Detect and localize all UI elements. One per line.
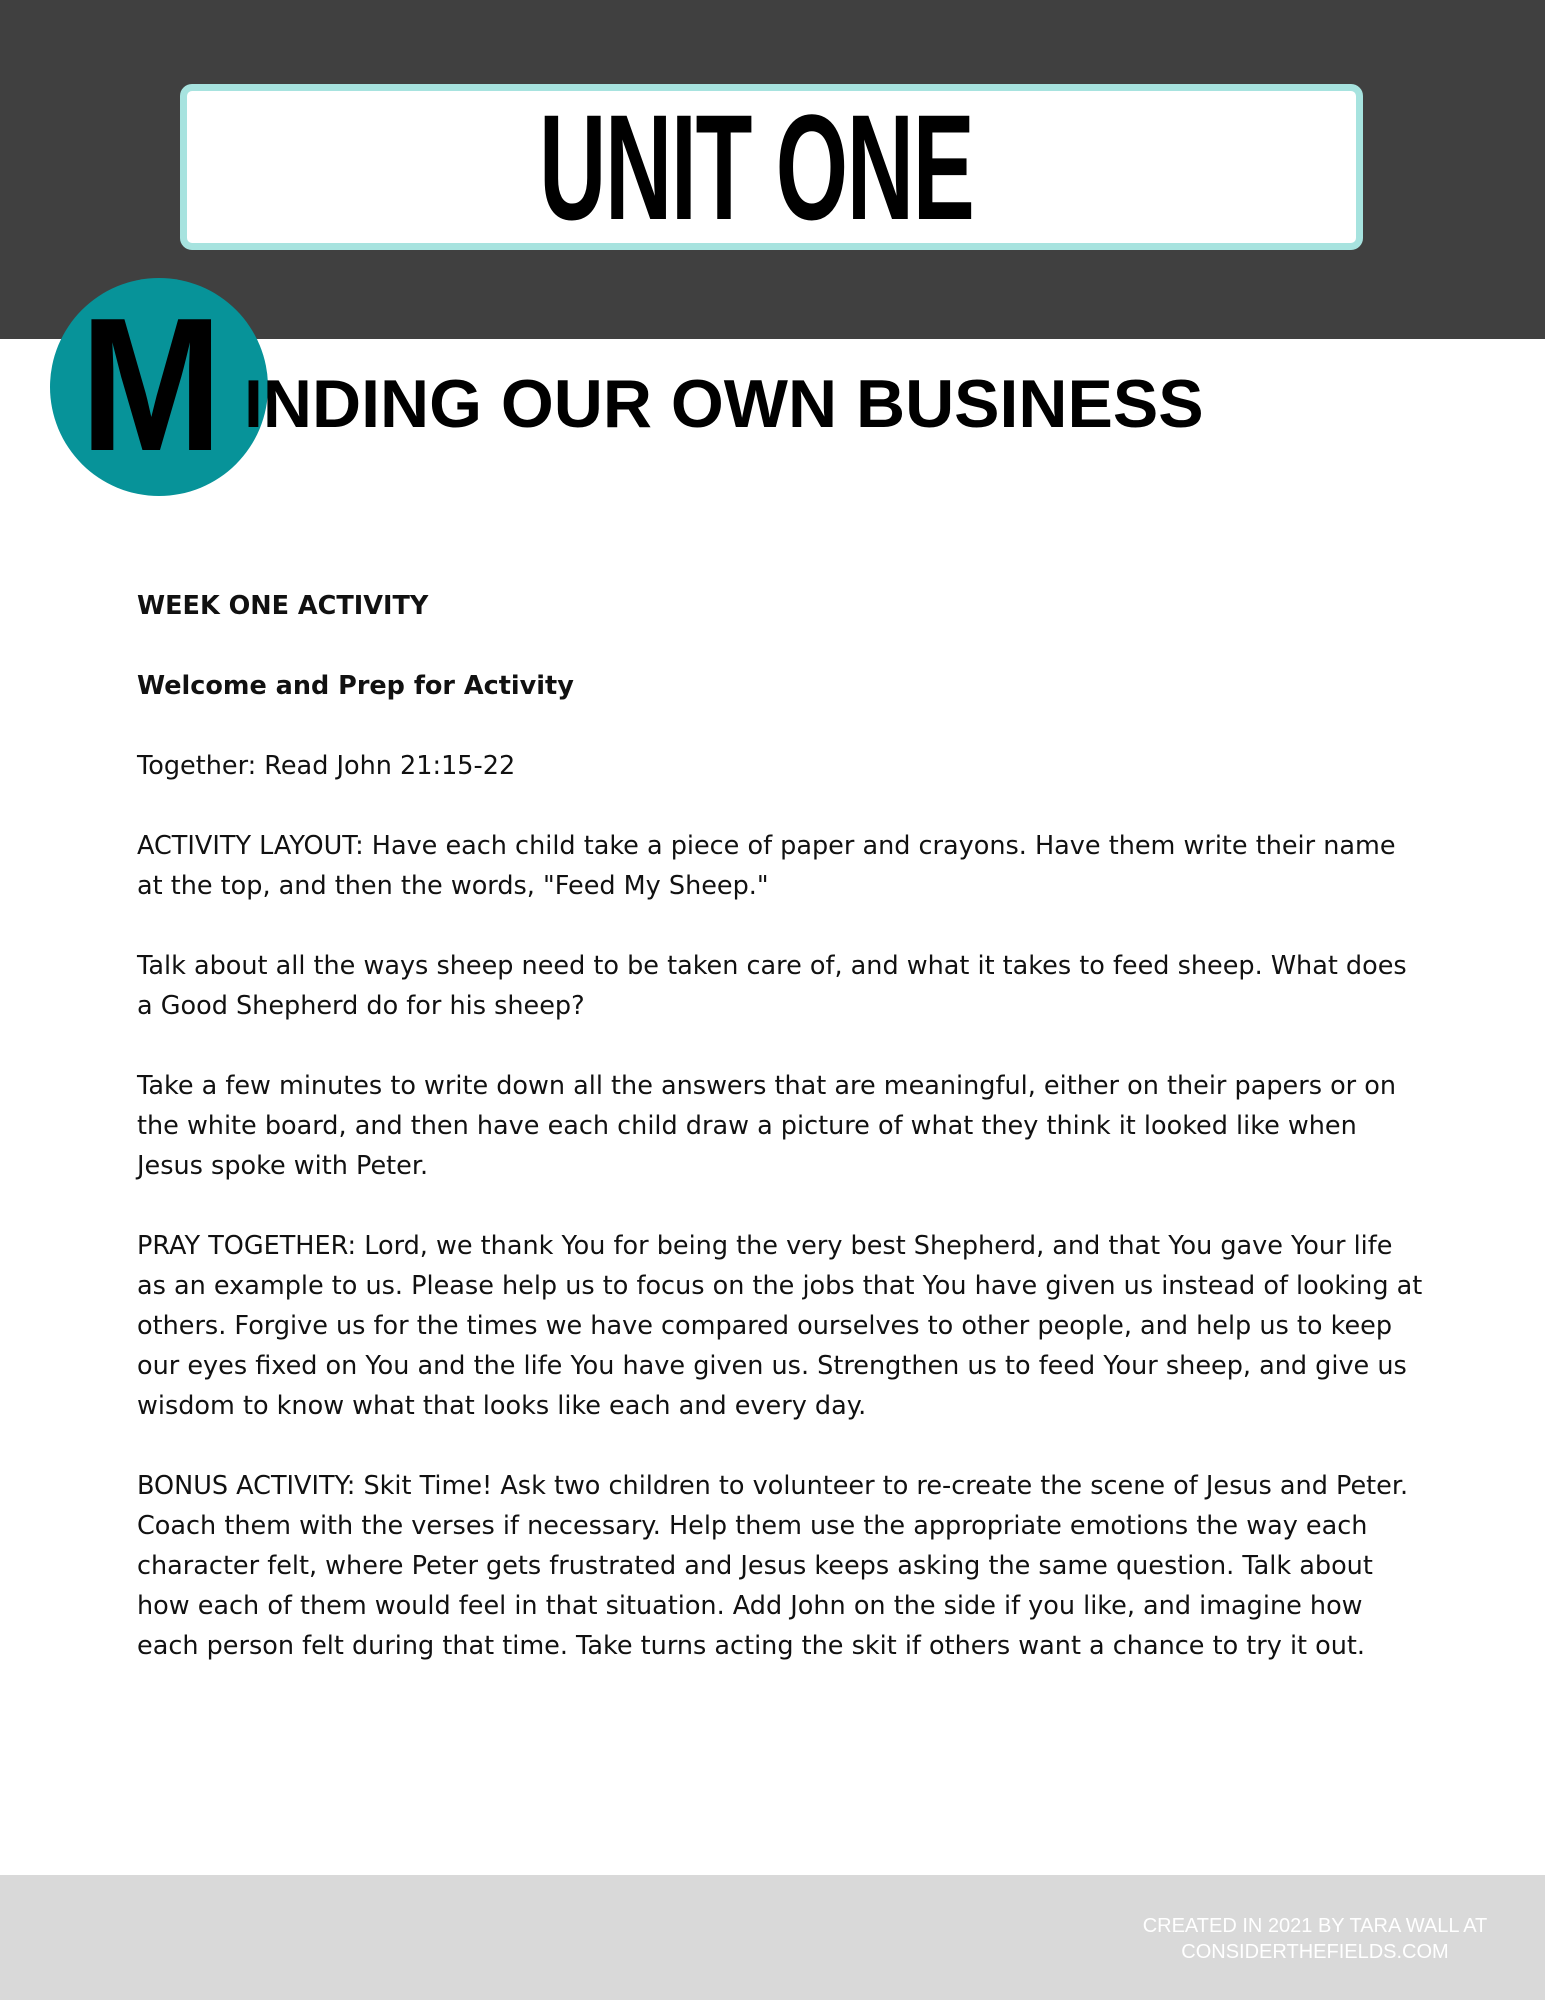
page-title: INDING OUR OWN BUSINESS bbox=[244, 366, 1204, 442]
unit-title: UNIT ONE bbox=[539, 83, 974, 251]
prayer-paragraph: PRAY TOGETHER: Lord, we thank You for being the very best Shepherd, and that You gave Your life as an example to us. Please help us to focus on the jobs that You have given us instead of looking at others. Forgive us for the times we have compared ourselves to other people, and help us to keep our eyes fixed on You and the life You have given us. Strengthen us to feed Your sheep, and give us wisdom to know what that looks like each and every day. bbox=[137, 1231, 1423, 1421]
discussion-paragraph: Talk about all the ways sheep need to be taken care of, and what it takes to feed sheep. What does a Good Shepherd do for his sheep? bbox=[137, 951, 1407, 1021]
bonus-activity-paragraph: BONUS ACTIVITY: Skit Time! Ask two children to volunteer to re-create the scene of Jesus and Peter. Coach them with the verses if necessary. Help them use the appropriate emotions the way each character felt, where Peter gets frustrated and Jesus keeps asking the same question. Talk about how each of them would feel in that situation. Add John on the side if you like, and imagine how each person felt during that time. Take turns acting the skit if others want a chance to try it out. bbox=[137, 1471, 1409, 1661]
drawing-paragraph: Take a few minutes to write down all the answers that are meaningful, either on their papers or on the white board, and then have each child draw a picture of what they think it looked like when Jesus spoke with Peter. bbox=[137, 1071, 1397, 1181]
unit-title-box bbox=[180, 84, 1363, 250]
section-subheading: Welcome and Prep for Activity bbox=[137, 671, 574, 701]
footer-credit-line2: CONSIDERTHEFIELDS.COM bbox=[1181, 1941, 1449, 1963]
activity-layout-paragraph: ACTIVITY LAYOUT: Have each child take a piece of paper and crayons. Have them write their name at the top, and then the words, "Feed My Sheep." bbox=[137, 831, 1396, 901]
scripture-reading: Together: Read John 21:15-22 bbox=[137, 751, 516, 781]
section-heading: WEEK ONE ACTIVITY bbox=[137, 591, 429, 621]
title-initial-letter: M bbox=[80, 279, 223, 491]
activity-content bbox=[137, 586, 1427, 1706]
footer-credit bbox=[1105, 1913, 1525, 1965]
footer-credit-line1: CREATED IN 2021 BY TARA WALL AT bbox=[1142, 1915, 1488, 1937]
